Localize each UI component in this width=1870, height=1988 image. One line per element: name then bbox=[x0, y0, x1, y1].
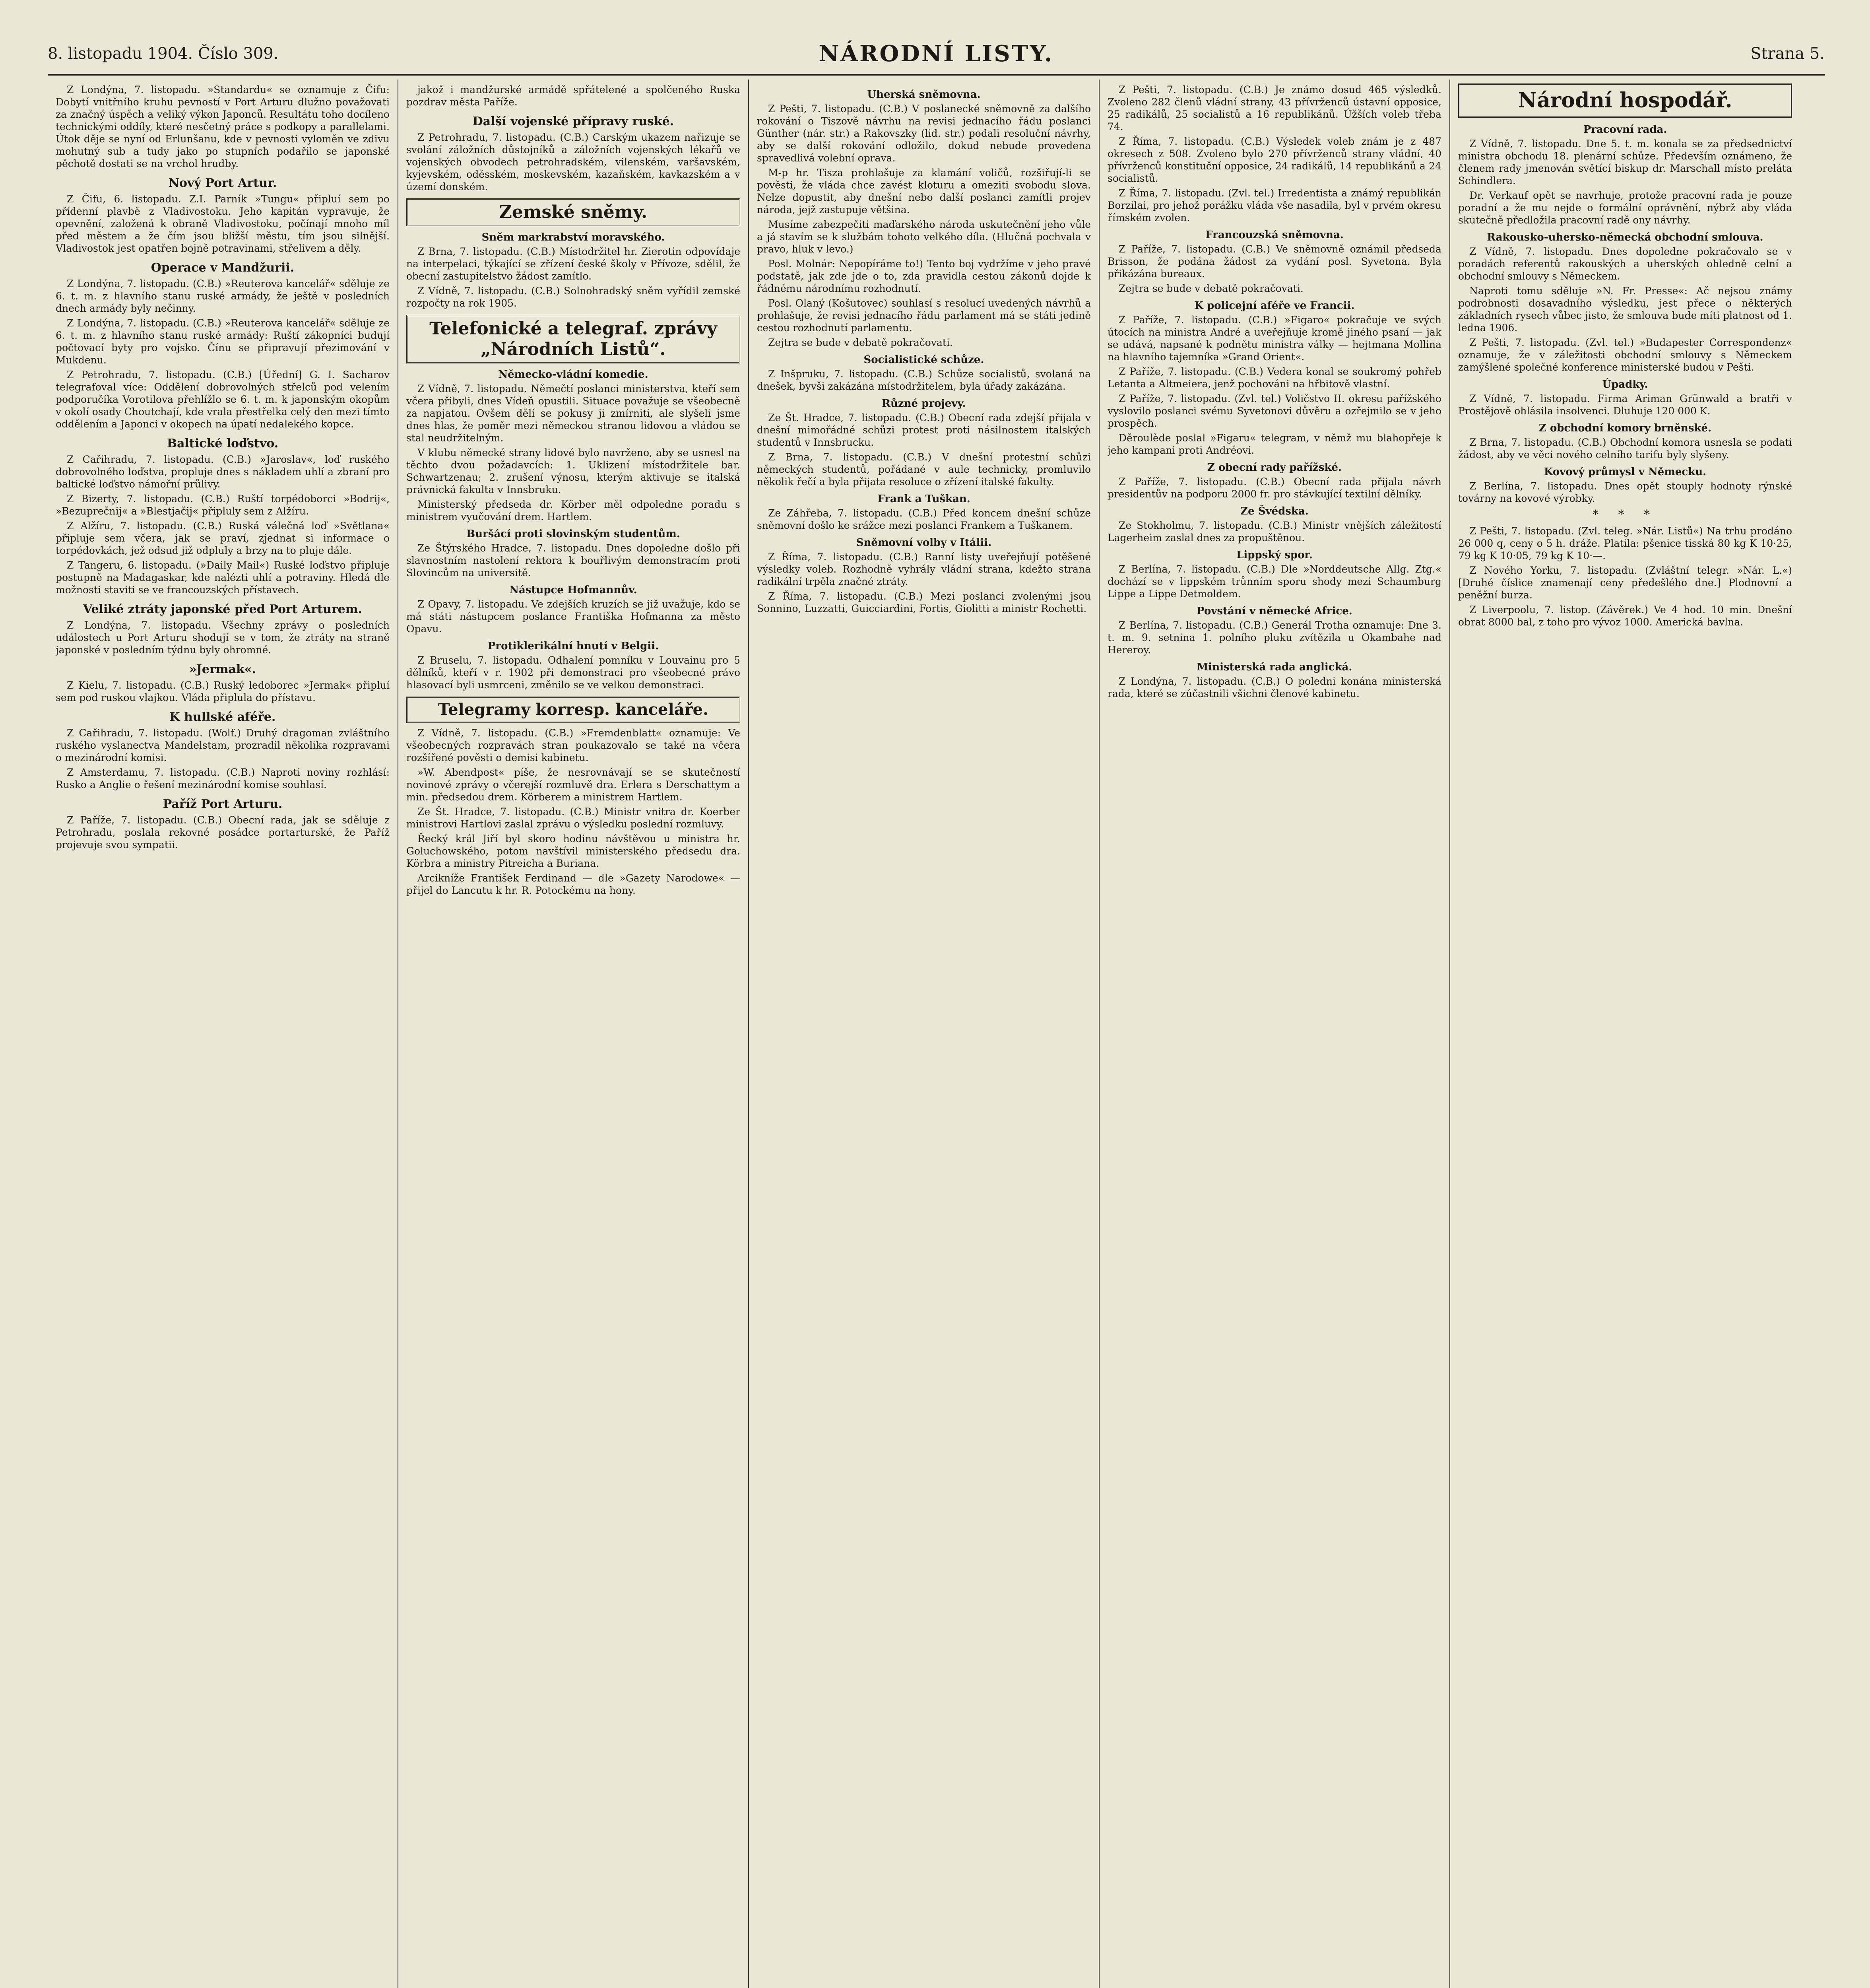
article-paragraph: Z Pešti, 7. listopadu. (Zvl. teleg. »Nár. Listů«) Na trhu prodáno 26 000 q, ceny o 5 h. dráže. Platila: pšenice tisská 80 kg K 10·25, 79 kg K 10·05, 79 kg K 10·—. bbox=[1458, 525, 1792, 561]
article-paragraph: Z Tangeru, 6. listopadu. (»Daily Mail«) Ruské loďstvo připluje postupně na Madagaskar, kde nalézti uhlí a potraviny. Hledá dle možnosti staviti se ve francouzských přístavech. bbox=[56, 559, 390, 596]
column-3 bbox=[757, 83, 1091, 1988]
article-paragraph: Z Pešti, 7. listopadu. (Zvl. tel.) »Budapester Correspondenz« oznamuje, že v záležitosti obchodní smlouvy s Německem zamýšlené společné konference ministerské budou v Pešti. bbox=[1458, 337, 1792, 373]
article-paragraph: Z Londýna, 7. listopadu. »Standardu« se oznamuje z Čifu: Dobytí vnitřního kruhu pevností v Port Arturu dlužno považovati za značný úspěch a veliký výkon Japonců. Resultátu toho docíleno technickými oddíly, které nesčetný práce s podkopy a parallelami. Útok děje se nyní od Erlunšanu, kde v pevnosti vyloměn ve zdivu mohutný sub a tudy jako po stupních podařilo se japonské pěchotě dostati se na vrchol hrudby. bbox=[56, 84, 390, 169]
article-paragraph: Z Pešti, 7. listopadu. (C.B.) V poslanecké sněmovně za dalšího rokování o Tiszově návrhu na revisi jednacího řádu poslanci Günther (nár. str.) a Rakovszky (lid. str.) podali resoluční návrhy, aby se další rokování odložilo, dokud nebude provedena spravedlivá volební oprava. bbox=[757, 103, 1091, 164]
article-heading: Nástupce Hofmannův. bbox=[509, 584, 637, 596]
article-paragraph: Z Říma, 7. listopadu. (C.B.) Mezi poslanci zvolenými jsou Sonnino, Luzzatti, Guicciardini, Fortis, Giolitti a ministr Rochetti. bbox=[757, 590, 1091, 614]
column-2 bbox=[406, 83, 740, 1988]
article-paragraph: Děroulède poslal »Figaru« telegram, v němž mu blahopřeje k jeho kampani proti Andréovi. bbox=[1108, 432, 1441, 456]
article-paragraph: Dr. Verkauf opět se navrhuje, protože pracovní rada je pouze poradní a že mu nejde o formální oprávnění, nýbrž aby vláda skutečně předložila pracovní radě ony návrhy. bbox=[1458, 190, 1792, 226]
article-paragraph: Z Paříže, 7. listopadu. (Zvl. tel.) Voličstvo II. okresu pařížského vyslovilo poslanci svému Syvetonovi důvěru a ozřejmilo se v jeho prospěch. bbox=[1108, 393, 1441, 429]
section-heading: Národní hospodář. bbox=[1458, 83, 1792, 118]
article-paragraph: Z Paříže, 7. listopadu. (C.B.) Vedera konal se soukromý pohřeb Letanta a Altmeiera, jenž pochováni na hřbitově vlastní. bbox=[1108, 366, 1441, 390]
article-paragraph: Z Berlína, 7. listopadu. Dnes opět stouply hodnoty rýnské továrny na kovové výrobky. bbox=[1458, 480, 1792, 504]
section-heading: Telegramy korresp. kanceláře. bbox=[406, 697, 740, 723]
article-paragraph: Z Paříže, 7. listopadu. (C.B.) Ve sněmovně oznámil předseda Brisson, že podána žádost za vydání posl. Syvetona. Byla přikázána bureaux. bbox=[1108, 243, 1441, 280]
column-divider bbox=[1449, 80, 1450, 1988]
article-paragraph: Z Říma, 7. listopadu. (C.B.) Ranní listy uveřejňují potěšené výsledky voleb. Rozhodně vyhrály vládní strana, kdežto strana radikální trpěla značné ztráty. bbox=[757, 551, 1091, 587]
article-paragraph: Posl. Olaný (Košutovec) souhlasí s resolucí uvedených návrhů a prohlašuje, že revisi jednacího řádu parlament má se státi jedině cestou rozhodnutí parlamentu. bbox=[757, 297, 1091, 334]
article-heading: Protiklerikální hnutí v Belgii. bbox=[487, 640, 659, 652]
masthead-title: NÁRODNÍ LISTY. bbox=[819, 41, 1054, 67]
article-paragraph: Z Vídně, 7. listopadu. Němečtí poslanci ministerstva, kteří sem včera přibyli, dnes Vídeň opustili. Situace považuje se všeobecně za napjatou. Ovšem dělí se pokusy ji zmírniti, ale slyšeli jsme dnes hlas, že poměr mezi německou stranou lidovou a vládou se stal neudržitelným. bbox=[406, 383, 740, 444]
article-heading: Kovový průmysl v Německu. bbox=[1544, 466, 1707, 478]
article-paragraph: Z Kielu, 7. listopadu. (C.B.) Ruský ledoborec »Jermak« připluí sem pod ruskou vlajkou. Vláda připlula do přístavu. bbox=[56, 679, 390, 703]
section-heading: Zemské sněmy. bbox=[406, 198, 740, 226]
article-heading: Nový Port Artur. bbox=[168, 176, 277, 190]
article-paragraph: Z Berlína, 7. listopadu. (C.B.) Generál Trotha oznamuje: Dne 3. t. m. 9. setnina 1. polního pluku zvítězila u Okambahe nad Hereroy. bbox=[1108, 619, 1441, 656]
article-heading: Sněmovní volby v Itálii. bbox=[856, 537, 992, 549]
article-paragraph: Musíme zabezpečiti maďarského národa uskutečnění jeho vůle a já stavím se k službám tohoto velkého díla. (Hlučná pochvala v pravo, hluk v levo.) bbox=[757, 219, 1091, 255]
article-heading: »Jermak«. bbox=[189, 662, 256, 676]
article-paragraph: Z Liverpoolu, 7. listop. (Závěrek.) Ve 4 hod. 10 min. Dnešní obrat 8000 bal, z toho pro vývoz 1000. Americká bavlna. bbox=[1458, 604, 1792, 628]
article-heading: Buršácí proti slovinským studentům. bbox=[466, 528, 680, 540]
article-heading: Pracovní rada. bbox=[1583, 124, 1667, 136]
article-paragraph: Z Říma, 7. listopadu. (Zvl. tel.) Irredentista a známý republikán Borzilai, pro jehož porážku vláda vše nasadila, byl v prvém okresu římském zvolen. bbox=[1108, 187, 1441, 223]
page-number: Strana 5. bbox=[1750, 45, 1825, 63]
article-heading: Paříž Port Arturu. bbox=[163, 797, 283, 811]
article-paragraph: Z Bizerty, 7. listopadu. (C.B.) Ruští torpédoborci »Bodrij«, »Bezuprečnij« a »Blestjačij« připluly sem z Alžíru. bbox=[56, 493, 390, 517]
article-heading: Sněm markrabství moravského. bbox=[481, 231, 665, 243]
article-paragraph: Z Londýna, 7. listopadu. (C.B.) O poledni konána ministerská rada, které se zúčastnili všichni členové kabinetu. bbox=[1108, 676, 1441, 699]
article-heading: Další vojenské přípravy ruské. bbox=[472, 115, 674, 128]
article-paragraph: Z Berlína, 7. listopadu. (C.B.) Dle »Norddeutsche Allg. Ztg.« dochází se v lippském trůnním sporu shody mezi Schaumburg Lippe a Lippe Detmoldem. bbox=[1108, 563, 1441, 600]
article-paragraph: Z Opavy, 7. listopadu. Ve zdejších kruzích se již uvažuje, kdo se má státi nástupcem poslance Františka Hofmanna za město Opavu. bbox=[406, 598, 740, 635]
article-paragraph: Řecký král Jiří byl skoro hodinu návštěvou u ministra hr. Goluchowského, potom navštívil ministerského předsedu dra. Körbra a ministry Pitreicha a Buriana. bbox=[406, 833, 740, 869]
article-paragraph: Z Alžíru, 7. listopadu. (C.B.) Ruská válečná loď »Světlana« připluje sem včera, jak se praví, zjednat si informace o torpédovkách, jež odsud již odpluly a brzy na to pluje dále. bbox=[56, 520, 390, 556]
article-paragraph: Z Bruselu, 7. listopadu. Odhalení pomníku v Louvainu pro 5 dělníků, kteří v r. 1902 při demonstraci pro všeobecné právo hlasovací byli usmrceni, změnilo se ve velkou demonstraci. bbox=[406, 654, 740, 691]
issue-date: 8. listopadu 1904. Číslo 309. bbox=[48, 45, 279, 63]
column-5 bbox=[1458, 83, 1792, 1988]
article-heading: Francouzská sněmovna. bbox=[1205, 229, 1344, 241]
header-rule bbox=[48, 74, 1825, 76]
article-paragraph: Z Paříže, 7. listopadu. (C.B.) Obecní rada, jak se sděluje z Petrohradu, poslala rekovné posádce portarturské, že Paříž projevuje svou sympatii. bbox=[56, 814, 390, 850]
article-paragraph: Z Brna, 7. listopadu. (C.B.) V dnešní protestní schůzi německých studentů, pořádané v aule technicky, promluvilo několik řečí a byla přijata resoluce o zřízení italské fakulty. bbox=[757, 451, 1091, 487]
column-4 bbox=[1108, 83, 1441, 1988]
article-heading: Veliké ztráty japonské před Port Arturem. bbox=[83, 602, 362, 616]
article-heading: Z obecní rady pařížské. bbox=[1207, 462, 1342, 474]
article-paragraph: Ze Záhřeba, 7. listopadu. (C.B.) Před koncem dnešní schůze sněmovní došlo ke srážce mezi poslanci Frankem a Tuškanem. bbox=[757, 507, 1091, 531]
article-heading: Lippský spor. bbox=[1236, 549, 1313, 561]
article-paragraph: Zejtra se bude v debatě pokračovati. bbox=[768, 337, 953, 348]
article-paragraph: Z Vídně, 7. listopadu. (C.B.) »Fremdenblatt« oznamuje: Ve všeobecných rozpravách stran poukazovalo se také na včera rozšířené pověsti o demisi kabinetu. bbox=[406, 727, 740, 763]
article-paragraph: Ze Št. Hradce, 7. listopadu. (C.B.) Ministr vnitra dr. Koerber ministrovi Hartlovi zaslal zprávu o výsledku poslední rozmluvy. bbox=[406, 806, 740, 830]
article-heading: Ministerská rada anglická. bbox=[1197, 661, 1352, 673]
article-paragraph: Z Paříže, 7. listopadu. (C.B.) Obecní rada přijala návrh presidentův na podporu 2000 fr. pro stávkující textilní dělníky. bbox=[1108, 476, 1441, 500]
article-paragraph: Ze Stokholmu, 7. listopadu. (C.B.) Ministr vnějších záležitostí Lagerheim zaslal dnes za propuštěnou. bbox=[1108, 520, 1441, 544]
article-paragraph: Ministerský předseda dr. Körber měl odpoledne poradu s ministrem vyučování drem. Hartlem. bbox=[406, 499, 740, 522]
article-heading: Rakousko-uhersko-německá obchodní smlouva. bbox=[1487, 231, 1763, 243]
section-heading: Telefonické a telegraf. zprávy „Národních Listů“. bbox=[406, 315, 740, 363]
article-paragraph: »W. Abendpost« píše, že nesrovnávají se se skutečností novinové zprávy o včerejší rozmluvě dra. Erlera s Derschattym a min. předsedou drem. Körberem a ministrem Hartlem. bbox=[406, 767, 740, 803]
article-heading: Úpadky. bbox=[1602, 379, 1648, 390]
article-paragraph: Z Říma, 7. listopadu. (C.B.) Výsledek voleb znám je z 487 okresech z 508. Zvoleno bylo 270 přívrženců strany vládní, 40 přívrženců konstituční opposice, 24 radikálů, 14 republikánů a 24 socialistů. bbox=[1108, 136, 1441, 184]
article-heading: Německo-vládní komedie. bbox=[498, 369, 648, 381]
column-1 bbox=[56, 83, 390, 1988]
article-paragraph: Posl. Molnár: Nepopíráme to!) Tento boj vydržíme v jeho pravé podstatě, jak zde jde o to, zda pravidla cestou zákonů dojde k řádnému národnímu rozhodnutí. bbox=[757, 258, 1091, 294]
article-paragraph: Z Cařihradu, 7. listopadu. (Wolf.) Druhý dragoman zvláštního ruského vyslanectva Mandelstam, prozradil několika rozpravami o mezinárodní komisi. bbox=[56, 727, 390, 763]
article-heading: Uherská sněmovna. bbox=[867, 89, 981, 101]
article-paragraph: Z Cařihradu, 7. listopadu. (C.B.) »Jaroslav«, loď ruského dobrovolného loďstva, propluje dnes s nákladem uhlí a zbraní pro baltické loďstvo námořní průlivy. bbox=[56, 454, 390, 490]
section-divider: * * * bbox=[1592, 508, 1658, 522]
page-header bbox=[48, 40, 1825, 68]
article-paragraph: Z Londýna, 7. listopadu. (C.B.) »Reuterova kancelář« sděluje ze 6. t. m. z hlavního stanu ruské armády: Ruští zákopníci budují počtovací byty pro vojsko. Čínu se připravují přezimování v Mukdenu. bbox=[56, 317, 390, 366]
article-heading: Socialistické schůze. bbox=[863, 354, 984, 366]
column-divider bbox=[1099, 80, 1100, 1988]
article-paragraph: M-p hr. Tisza prohlašuje za klamání voličů, rozšiřují-li se pověsti, že vláda chce zavést kloturu a omeziti svobodu slova. Nelze dopustit, aby dnešní nebo další poslanci zamítli projev národa, jejž zastupuje většina. bbox=[757, 167, 1091, 215]
article-paragraph: Z Pešti, 7. listopadu. (C.B.) Je známo dosud 465 výsledků. Zvoleno 282 členů vládní strany, 43 přívrženců ústavní opposice, 25 radikálů, 25 socialistů a 16 republikánů. Úžších voleb třeba 74. bbox=[1108, 84, 1441, 132]
article-paragraph: Z Londýna, 7. listopadu. (C.B.) »Reuterova kancelář« sděluje ze 6. t. m. z hlavního stanu ruské armády, že ještě v posledních dnech armády byly nečinny. bbox=[56, 278, 390, 314]
article-heading: Baltické loďstvo. bbox=[167, 437, 279, 450]
article-heading: Povstání v německé Africe. bbox=[1197, 605, 1352, 617]
article-paragraph: Z Inšpruku, 7. listopadu. (C.B.) Schůze socialistů, svolaná na dnešek, byvši zakázána místodržitelem, byla úřady zakázána. bbox=[757, 368, 1091, 392]
article-heading: Frank a Tuškan. bbox=[877, 493, 970, 505]
article-paragraph: Z Vídně, 7. listopadu. Dne 5. t. m. konala se za předsednictví ministra obchodu 18. plenární schůze. Především oznámeno, že členem rady jmenován světící biskup dr. Marschall místo preláta Schindlera. bbox=[1458, 138, 1792, 186]
article-paragraph: Z Brna, 7. listopadu. (C.B.) Obchodní komora usnesla se podati žádost, aby ve věci nového celního tarifu byly slyšeny. bbox=[1458, 437, 1792, 460]
article-paragraph: Arcikníže František Ferdinand — dle »Gazety Narodowe« — přijel do Lancutu k hr. R. Potockému na hony. bbox=[406, 872, 740, 896]
article-paragraph: jakož i mandžurské armádě spřátelené a spolčeného Ruska pozdrav města Paříže. bbox=[406, 84, 740, 108]
article-paragraph: Z Vídně, 7. listopadu. Firma Ariman Grünwald a bratři v Prostějově ohlásila insolvenci. Dluhuje 120 000 K. bbox=[1458, 393, 1792, 417]
article-paragraph: Z Amsterdamu, 7. listopadu. (C.B.) Naproti noviny rozhlásí: Rusko a Anglie o řešení mezinárodní komise souhlasí. bbox=[56, 767, 390, 790]
column-divider bbox=[748, 80, 749, 1988]
article-paragraph: Z Čifu, 6. listopadu. Z.I. Parník »Tungu« připluí sem po přídenní plavbě z Vladivostoku. Jeho kapitán vypravuje, že opevnění, založená k obraně Vladivostoku, počínají mnoho míl před městem a že čím jsou bližší městu, tím jsou silnější. Vladivostok jest opatřen bojně potravinami, střelivem a děly. bbox=[56, 193, 390, 254]
article-heading: K hullské aféře. bbox=[169, 710, 276, 724]
article-heading: Ze Švédska. bbox=[1240, 505, 1309, 517]
article-paragraph: Z Nového Yorku, 7. listopadu. (Zvláštní telegr. »Nár. L.«) [Druhé číslice znamenají ceny předešlého dne.] Plodnovní a peněžní burza. bbox=[1458, 565, 1792, 601]
article-paragraph: Ze Št. Hradce, 7. listopadu. (C.B.) Obecní rada zdejší přijala v dnešní mimořádné schůzi protest proti násilnostem italských studentů v Innsbrucku. bbox=[757, 412, 1091, 448]
article-paragraph: Z Londýna, 7. listopadu. Všechny zprávy o posledních událostech u Port Arturu shodují se v tom, že ztráty na straně japonské v posledním týdnu byly ohromné. bbox=[56, 619, 390, 656]
article-paragraph: Z Vídně, 7. listopadu. (C.B.) Solnohradský sněm vyřídil zemské rozpočty na rok 1905. bbox=[406, 285, 740, 309]
article-paragraph: Z Petrohradu, 7. listopadu. (C.B.) [Úřední] G. I. Sacharov telegrafoval více: Oddělení dobrovolných střelců pod velením podporučíka Vorotilova přehlížlo se 6. t. m. k japonským okopům v okolí osady Choutchají, kde vrala přestřelka celý den mezi tímto oddělením a Japonci v okopech na úpatí nedalekého kopce. bbox=[56, 369, 390, 430]
article-paragraph: Ze Štýrského Hradce, 7. listopadu. Dnes dopoledne došlo při slavnostním nastolení rektora k bouřlivým demonstracím proti Slovincům na universitě. bbox=[406, 542, 740, 579]
article-paragraph: V klubu německé strany lidové bylo navrženo, aby se usnesl na těchto dvou požadavcích: 1. Uklizení místodržitele bar. Schwartzenau; 2. zrušení výnosu, kterým aktivuje se italská právnická fakulta v Innsbruku. bbox=[406, 447, 740, 495]
article-heading: Různé projevy. bbox=[882, 398, 966, 410]
article-paragraph: Z Paříže, 7. listopadu. (C.B.) »Figaro« pokračuje ve svých útocích na ministra André a uveřejňuje kromě jiného psaní — jak se udává, napsané k podnětu ministra války — hejtmana Mollina na hlavního tajemníka »Grand Orient«. bbox=[1108, 314, 1441, 363]
article-paragraph: Z Petrohradu, 7. listopadu. (C.B.) Carským ukazem nařizuje se svolání záložních důstojníků a záložních vojenských lékařů ve vojenských obvodech petrohradském, vilenském, varšavském, kyjevském, oděsském, moskevském, kazaňském, kavkazském a v území donském. bbox=[406, 132, 740, 192]
article-paragraph: Naproti tomu sděluje »N. Fr. Presse«: Ač nejsou známy podrobnosti dosavadního výsledku, jest přece o některých základních rysech vůbec jisto, že smlouva bude míti platnost od 1. ledna 1906. bbox=[1458, 285, 1792, 334]
article-heading: K policejní aféře ve Francii. bbox=[1194, 300, 1355, 312]
article-heading: Z obchodní komory brněnské. bbox=[1538, 422, 1712, 434]
article-paragraph: Zejtra se bude v debatě pokračovati. bbox=[1119, 283, 1304, 294]
article-paragraph: Z Brna, 7. listopadu. (C.B.) Místodržitel hr. Zierotin odpovídaje na interpelaci, týkající se zřízení české školy v Přívoze, sdělil, že obecní zastupitelstvo žádost zamítlo. bbox=[406, 246, 740, 282]
article-paragraph: Z Vídně, 7. listopadu. Dnes dopoledne pokračovalo se v poradách referentů rakouských a uherských ohledně celní a obchodní smlouvy s Německem. bbox=[1458, 246, 1792, 282]
article-heading: Operace v Mandžurii. bbox=[151, 261, 295, 275]
